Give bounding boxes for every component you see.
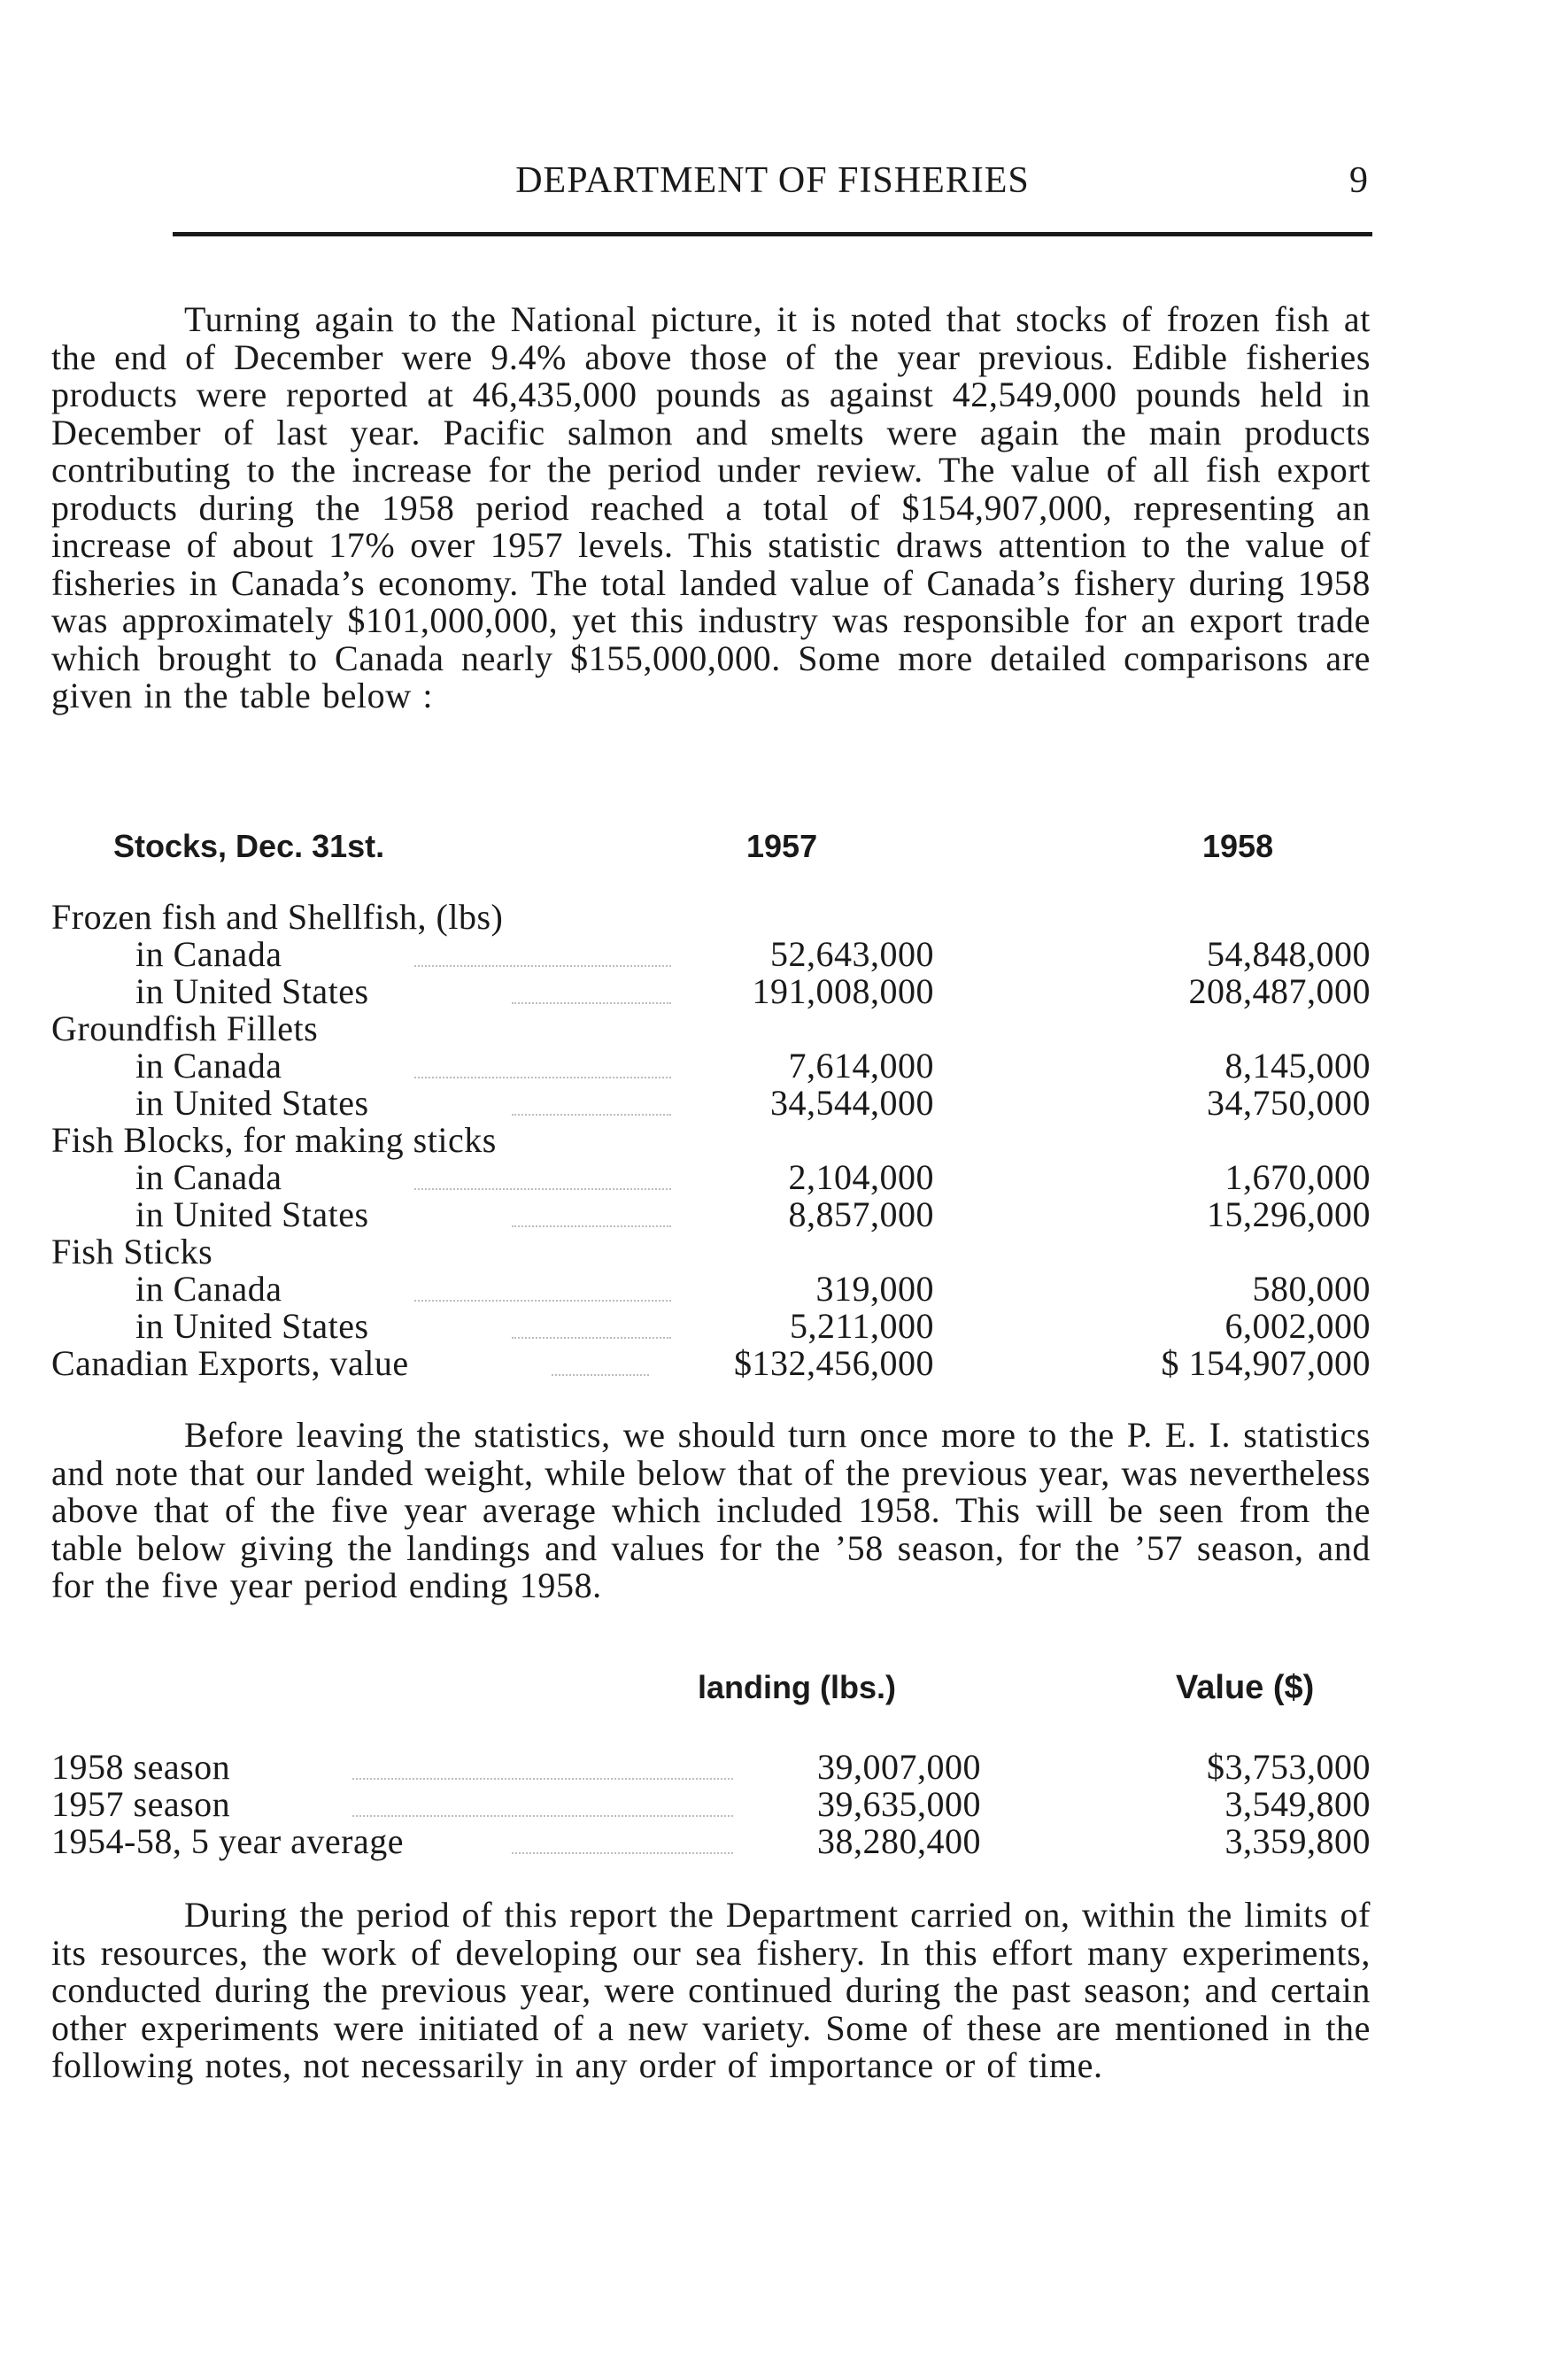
value-1957: 52,643,000 bbox=[770, 934, 934, 974]
table-row bbox=[51, 1271, 1371, 1308]
landings-header-landing: landing (lbs.) bbox=[698, 1669, 896, 1705]
dot-leader bbox=[512, 1851, 733, 1854]
row-label: in Canada bbox=[135, 1157, 282, 1197]
value-1958: 54,848,000 bbox=[1207, 934, 1371, 974]
paragraph-department-work: During the period of this report the Department carried on, within the limits of its resources, the work of developing our sea fishery. In this effort many experiments, conducted during the previous year, were continued during the past season; and certain other experiments were initiated of a new variety. Some of these are mentioned in the following notes, not necessarily in any order of importance or of time. bbox=[51, 1895, 1371, 2085]
table-row bbox=[51, 1159, 1371, 1196]
row-label: Fish Sticks bbox=[51, 1232, 213, 1271]
value-1957: 319,000 bbox=[815, 1269, 934, 1309]
page-number: 9 bbox=[1349, 160, 1368, 201]
table-row bbox=[51, 1345, 1371, 1382]
dot-leader bbox=[512, 1112, 671, 1116]
value-1957: 8,857,000 bbox=[788, 1194, 934, 1234]
row-label: in Canada bbox=[135, 934, 282, 974]
stocks-header-1958: 1958 bbox=[1202, 828, 1274, 864]
row-label: Fish Blocks, for making sticks bbox=[51, 1120, 497, 1160]
value-1958: 34,750,000 bbox=[1207, 1083, 1371, 1123]
value-1958: 6,002,000 bbox=[1224, 1306, 1371, 1346]
row-label: 1954-58, 5 year average bbox=[51, 1821, 404, 1861]
paragraph-national-picture: Turning again to the National picture, it is noted that stocks of frozen fish at the end of December were 9.4% above those of the year previous. Edible fisheries products were reported at 46,435,000 pounds as against 42,549,000 pounds held in December of last year. Pacific salmon and smelts were again the main products contributing to the increase for the period under review. The value of all fish export products during the 1958 period reached a total of $154,907,000, representing an increase of about 17% over 1957 levels. This statistic draws attention to the value of fisheries in Canada’s economy. The total landed value of Canada’s fishery during 1958 was approximately $101,000,000, yet this industry was responsible for an export trade which brought to Canada nearly $155,000,000. Some more detailed comparisons are given in the table below : bbox=[51, 299, 1371, 715]
table-row bbox=[51, 1196, 1371, 1233]
table-row bbox=[51, 1233, 1371, 1271]
value-1958: 1,670,000 bbox=[1224, 1157, 1371, 1197]
dot-leader bbox=[414, 1186, 671, 1190]
table-row bbox=[51, 1786, 1371, 1823]
dot-leader bbox=[512, 1224, 671, 1227]
row-label: in Canada bbox=[135, 1046, 282, 1086]
table-row bbox=[51, 1010, 1371, 1047]
value-1957: 191,008,000 bbox=[752, 971, 934, 1011]
value-landing: 39,635,000 bbox=[817, 1784, 981, 1824]
landings-header-value: Value ($) bbox=[1176, 1669, 1315, 1706]
value-1957: 7,614,000 bbox=[788, 1046, 934, 1086]
row-label: in United States bbox=[135, 1194, 369, 1234]
value-dollars: 3,359,800 bbox=[1224, 1821, 1371, 1861]
value-dollars: $3,753,000 bbox=[1207, 1747, 1371, 1787]
row-label: Groundfish Fillets bbox=[51, 1008, 319, 1048]
header-rule bbox=[173, 232, 1372, 236]
value-dollars: 3,549,800 bbox=[1224, 1784, 1371, 1824]
table-row bbox=[51, 1308, 1371, 1345]
table-row bbox=[51, 1085, 1371, 1122]
table-row bbox=[51, 973, 1371, 1010]
row-label: 1958 season bbox=[51, 1747, 231, 1787]
dot-leader bbox=[414, 963, 671, 967]
table-row bbox=[51, 899, 1371, 936]
running-head bbox=[0, 159, 1545, 212]
row-label: in United States bbox=[135, 1306, 369, 1346]
table-row bbox=[51, 1047, 1371, 1085]
value-1957: 5,211,000 bbox=[789, 1306, 934, 1346]
table-row bbox=[51, 1122, 1371, 1159]
value-1957: 34,544,000 bbox=[770, 1083, 934, 1123]
table-row bbox=[51, 1823, 1371, 1860]
value-1958: 15,296,000 bbox=[1207, 1194, 1371, 1234]
table-row bbox=[51, 1749, 1371, 1786]
value-1957: 2,104,000 bbox=[788, 1157, 934, 1197]
dot-leader bbox=[414, 1298, 671, 1302]
dot-leader bbox=[512, 1001, 671, 1004]
row-label: in United States bbox=[135, 1083, 369, 1123]
value-1957: $132,456,000 bbox=[734, 1343, 934, 1383]
row-label: in United States bbox=[135, 971, 369, 1011]
row-label: Frozen fish and Shellfish, (lbs) bbox=[51, 897, 504, 937]
row-label: 1957 season bbox=[51, 1784, 231, 1824]
value-1958: 208,487,000 bbox=[1188, 971, 1371, 1011]
value-landing: 39,007,000 bbox=[817, 1747, 981, 1787]
dot-leader bbox=[552, 1372, 649, 1376]
row-label: in Canada bbox=[135, 1269, 282, 1309]
row-label: Canadian Exports, value bbox=[51, 1343, 409, 1383]
stocks-table bbox=[51, 828, 1371, 1386]
paragraph-pei-statistics: Before leaving the statistics, we should turn once more to the P. E. I. statistics and note that our landed weight, while below that of the previous year, was nevertheless above that of the five year average which included 1958. This will be seen from the table below giving the landings and values for the ’58 season, for the ’57 season, and for the five year period ending 1958. bbox=[51, 1415, 1371, 1605]
stocks-header-label: Stocks, Dec. 31st. bbox=[113, 828, 385, 864]
table-row bbox=[51, 936, 1371, 973]
stocks-header-1957: 1957 bbox=[746, 828, 818, 864]
running-head-title: DEPARTMENT OF FISHERIES bbox=[515, 160, 1030, 201]
value-landing: 38,280,400 bbox=[817, 1821, 981, 1861]
landings-table bbox=[51, 1669, 1371, 1864]
value-1958: $ 154,907,000 bbox=[1161, 1343, 1371, 1383]
dot-leader bbox=[352, 1813, 733, 1817]
value-1958: 580,000 bbox=[1252, 1269, 1371, 1309]
dot-leader bbox=[414, 1075, 671, 1078]
dot-leader bbox=[512, 1335, 671, 1339]
value-1958: 8,145,000 bbox=[1224, 1046, 1371, 1086]
dot-leader bbox=[352, 1776, 733, 1780]
